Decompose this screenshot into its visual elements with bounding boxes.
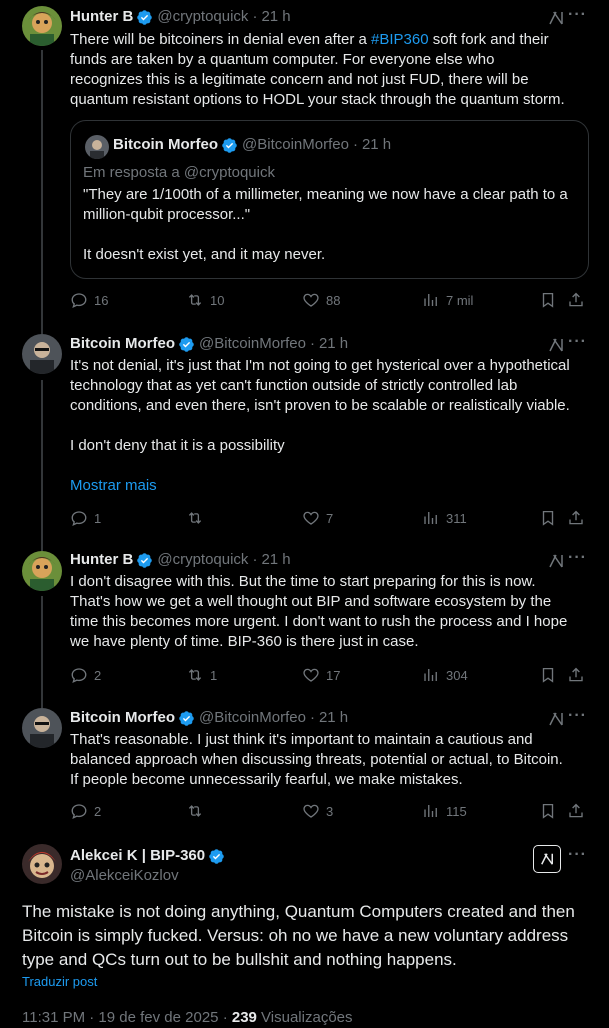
- views-chart-icon: [422, 291, 440, 309]
- verified-badge-icon: [178, 336, 195, 353]
- like-button[interactable]: [302, 291, 340, 309]
- post-time[interactable]: 21 h: [261, 551, 291, 568]
- post-text: I don't disagree with this. But the time to start preparing for this is now. That's how we get a well thought out BIP and software ecosystem by the time this becomes more urgent. I don't want to rush the process and I hope we have plenty of time. BIP-360 is there just in case.: [70, 573, 572, 650]
- quoted-post[interactable]: [70, 120, 589, 279]
- post-time[interactable]: 21 h: [261, 8, 291, 25]
- action-bar: [70, 802, 590, 822]
- author-name[interactable]: Hunter Β: [70, 8, 134, 25]
- share-button[interactable]: [567, 509, 591, 527]
- share-button[interactable]: [567, 666, 591, 684]
- quote-avatar[interactable]: [85, 135, 109, 159]
- thread-tweet[interactable]: [0, 704, 609, 840]
- views-chart-icon: [422, 509, 440, 527]
- grok-button[interactable]: [533, 845, 561, 873]
- bookmark-button[interactable]: [539, 802, 563, 820]
- verified-badge-icon: [221, 137, 238, 154]
- post-text: That's reasonable. I just think it's important to maintain a cautious and balanced approach when discussing threats, potential or actual, to Bitcoin. If people become unnecessarily fearful, we make mistakes.: [70, 731, 567, 788]
- action-bar: [70, 291, 590, 311]
- repost-button[interactable]: [186, 291, 224, 309]
- views-count: 239: [231, 1009, 257, 1026]
- thread-tweet[interactable]: [0, 546, 609, 704]
- bookmark-icon: [539, 291, 557, 309]
- separator-dot: ·: [309, 335, 315, 352]
- grok-icon: [538, 850, 556, 868]
- author-handle[interactable]: @BitcoinMorfeo: [199, 335, 306, 352]
- hashtag-link[interactable]: #BIP360: [371, 31, 429, 48]
- views-button[interactable]: [422, 509, 467, 527]
- like-count: 88: [326, 292, 341, 308]
- share-button[interactable]: [567, 291, 591, 309]
- like-button[interactable]: [302, 666, 340, 684]
- more-options-icon[interactable]: ···: [568, 549, 587, 566]
- view-count: 304: [446, 667, 468, 683]
- author-handle[interactable]: @cryptoquick: [157, 551, 249, 568]
- bookmark-icon: [539, 666, 557, 684]
- reply-count: 2: [94, 803, 102, 819]
- author-handle[interactable]: @AlekceiKozlov: [70, 867, 179, 884]
- thread-tweet[interactable]: [0, 0, 609, 330]
- quote-author-handle[interactable]: @BitcoinMorfeo: [242, 136, 349, 153]
- separator-dot: ·: [309, 709, 315, 726]
- views-chart-icon: [422, 666, 440, 684]
- share-icon: [567, 291, 585, 309]
- bookmark-icon: [539, 802, 557, 820]
- reply-count: 16: [94, 292, 109, 308]
- heart-icon: [302, 666, 320, 684]
- share-icon: [567, 802, 585, 820]
- share-button[interactable]: [567, 802, 591, 820]
- avatar[interactable]: [22, 551, 62, 591]
- views-chart-icon: [422, 802, 440, 820]
- repost-button[interactable]: [186, 509, 210, 527]
- quote-post-time[interactable]: 21 h: [361, 136, 392, 153]
- bookmark-button[interactable]: [539, 291, 563, 309]
- grok-icon[interactable]: [547, 710, 565, 728]
- repost-button[interactable]: [186, 802, 210, 820]
- repost-icon: [186, 291, 204, 309]
- views-label: Visualizações: [256, 1009, 353, 1026]
- verified-badge-icon: [178, 710, 195, 727]
- post-text: There will be bitcoiners in denial even after a #BIP360 soft fork and their funds are taken by a quantum computer. For everyone else who recognizes this is a legitimate concern and not just FUD, there will be quantum resistant options to HODL your stack through the quantum storm.: [70, 31, 565, 108]
- reply-icon: [70, 291, 88, 309]
- more-options-icon[interactable]: ···: [568, 6, 587, 23]
- grok-icon[interactable]: [547, 552, 565, 570]
- author-handle[interactable]: @cryptoquick: [157, 8, 249, 25]
- views-button[interactable]: [422, 802, 467, 820]
- like-count: 3: [326, 803, 334, 819]
- view-count: 7 mil: [446, 292, 474, 308]
- timestamp-link[interactable]: 11:31 PM · 19 de fev de 2025 ·: [22, 1009, 232, 1026]
- reply-button[interactable]: [70, 666, 101, 684]
- author-name[interactable]: Alekcei K | BIP-360: [70, 847, 206, 864]
- repost-icon: [186, 509, 204, 527]
- thread-tweet[interactable]: [0, 330, 609, 546]
- post-text: It's not denial, it's just that I'm not going to get hysterical over a hypothetical technology that as yet can't function outside of strictly controlled lab conditions, and even there, isn't proven to be scalable or realistically viable. I don't deny that it is a possibility: [70, 357, 570, 454]
- separator-dot: ·: [352, 136, 358, 153]
- like-count: 7: [326, 510, 334, 526]
- verified-badge-icon: [136, 9, 153, 26]
- verified-badge-icon: [208, 848, 225, 865]
- more-options-icon[interactable]: ···: [568, 333, 587, 350]
- bookmark-icon: [539, 509, 557, 527]
- repost-count: 10: [210, 292, 225, 308]
- repost-icon: [186, 802, 204, 820]
- action-bar: [70, 509, 590, 529]
- author-name[interactable]: Bitcoin Morfeo: [70, 709, 175, 726]
- views-button[interactable]: [422, 666, 468, 684]
- views-button[interactable]: [422, 291, 473, 309]
- view-count: 115: [446, 803, 467, 819]
- main-post: [0, 840, 609, 1024]
- author-handle[interactable]: @BitcoinMorfeo: [199, 709, 306, 726]
- reply-icon: [70, 509, 88, 527]
- repost-count: 1: [210, 667, 218, 683]
- reply-icon: [70, 802, 88, 820]
- post-text: The mistake is not doing anything, Quantum Computers created and then Bitcoin is simply fucked. Versus: oh no we have a new voluntary address type and QCs turn out to be bullshit and nothing happens.: [22, 902, 575, 969]
- reply-button[interactable]: [70, 509, 101, 527]
- avatar[interactable]: [22, 334, 62, 374]
- author-name[interactable]: Bitcoin Morfeo: [70, 335, 175, 352]
- verified-badge-icon: [136, 552, 153, 569]
- heart-icon: [302, 509, 320, 527]
- more-options-icon[interactable]: ···: [568, 846, 587, 863]
- thread-line: [41, 380, 43, 546]
- reply-count: 1: [94, 510, 102, 526]
- translate-post-link[interactable]: Traduzir post: [22, 974, 98, 989]
- separator-dot: ·: [252, 551, 258, 568]
- repost-icon: [186, 666, 204, 684]
- heart-icon: [302, 291, 320, 309]
- post-time[interactable]: 21 h: [318, 335, 349, 352]
- like-button[interactable]: [302, 509, 333, 527]
- bookmark-button[interactable]: [539, 509, 563, 527]
- thread-line: [41, 50, 43, 330]
- thread-line: [41, 596, 43, 704]
- reply-button[interactable]: [70, 291, 108, 309]
- reply-count: 2: [94, 667, 102, 683]
- avatar[interactable]: [22, 844, 62, 884]
- repost-button[interactable]: [186, 666, 217, 684]
- reply-icon: [70, 666, 88, 684]
- view-count: 311: [446, 510, 467, 526]
- grok-icon[interactable]: [547, 9, 565, 27]
- show-more-link[interactable]: Mostrar mais: [70, 477, 157, 494]
- author-name[interactable]: Hunter Β: [70, 551, 134, 568]
- heart-icon: [302, 802, 320, 820]
- grok-icon[interactable]: [547, 336, 565, 354]
- avatar[interactable]: [22, 708, 62, 748]
- separator-dot: ·: [252, 8, 258, 25]
- share-icon: [567, 509, 585, 527]
- like-count: 17: [326, 667, 341, 683]
- post-time[interactable]: 21 h: [318, 709, 349, 726]
- more-options-icon[interactable]: ···: [568, 707, 587, 724]
- quote-author-name[interactable]: Bitcoin Morfeo: [113, 136, 218, 153]
- avatar[interactable]: [22, 6, 62, 46]
- bookmark-button[interactable]: [539, 666, 563, 684]
- action-bar: [70, 666, 590, 686]
- quote-text: "They are 1/100th of a millimeter, meaning we now have a clear path to a million-qubit processor..." It doesn't exist yet, and it may never.: [83, 186, 568, 263]
- post-timestamp: [22, 1008, 353, 1028]
- reply-context: Em resposta a @cryptoquick: [83, 164, 275, 181]
- share-icon: [567, 666, 585, 684]
- like-button[interactable]: [302, 802, 333, 820]
- reply-button[interactable]: [70, 802, 101, 820]
